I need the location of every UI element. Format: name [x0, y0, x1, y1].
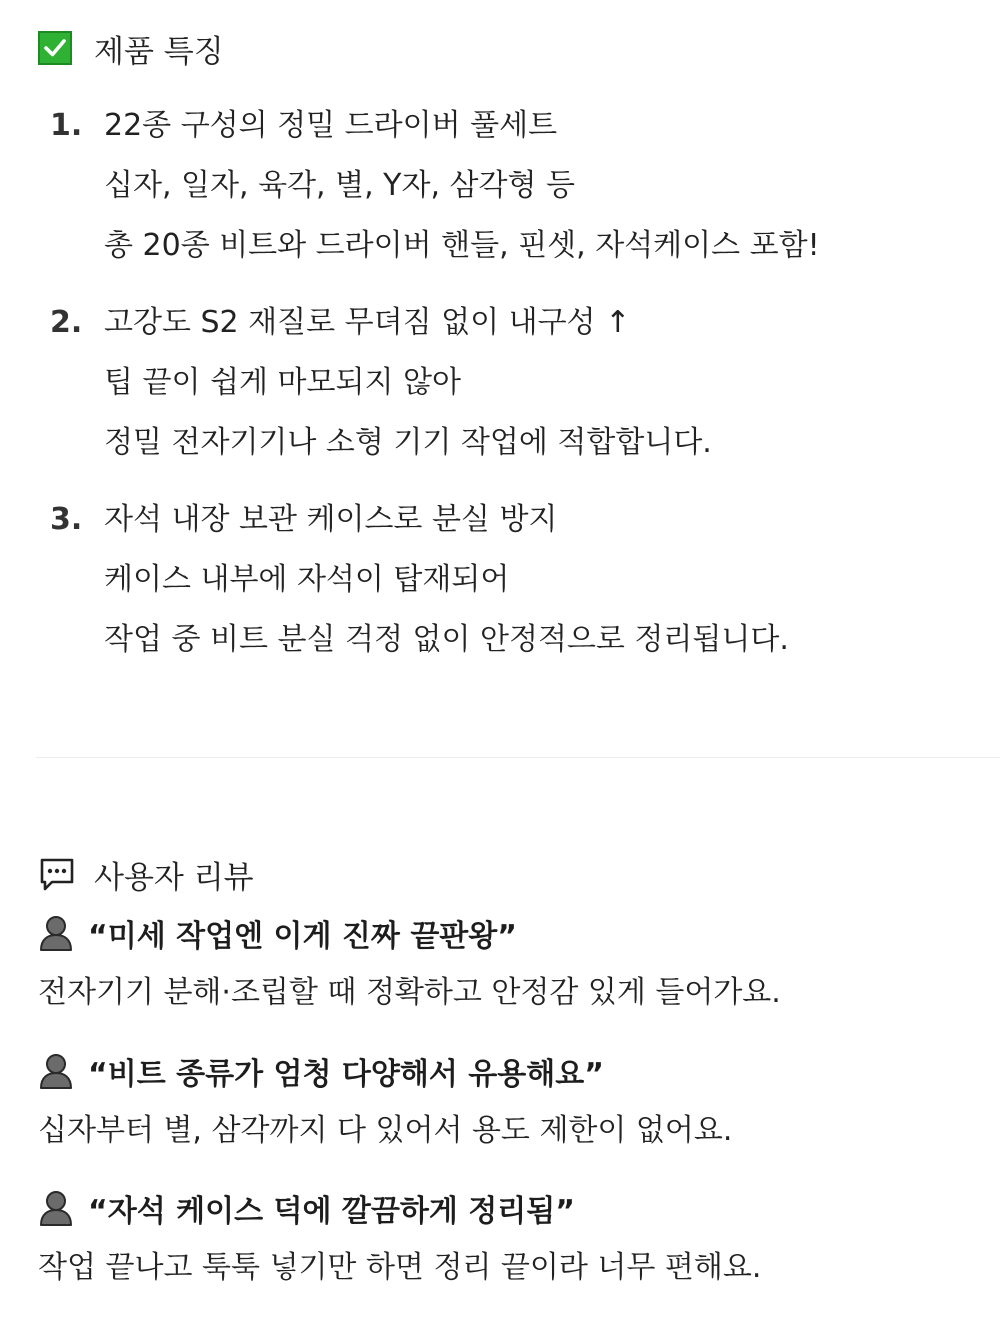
person-silhouette-icon — [38, 1052, 74, 1090]
review-title-row — [38, 1183, 575, 1233]
feature-text: 케이스 내부에 자석이 탑재되어 — [104, 562, 510, 597]
review-body: 십자부터 별, 삼각까지 다 있어서 용도 제한이 없어요. — [38, 1113, 733, 1148]
review-title: “자석 케이스 덕에 깔끔하게 정리됨” — [88, 1194, 575, 1229]
review-body: 작업 끝나고 툭툭 넣기만 하면 정리 끝이라 너무 편해요. — [38, 1250, 762, 1285]
speech-bubble-icon — [38, 855, 76, 893]
feature-text: 총 20종 비트와 드라이버 핸들, 핀셋, 자석케이스 포함! — [104, 228, 820, 263]
review-body: 전자기기 분해·조립할 때 정확하고 안정감 있게 들어가요. — [38, 975, 781, 1010]
feature-number: 1. — [50, 108, 83, 143]
check-mark-icon — [38, 31, 72, 65]
feature-title: 고강도 S2 재질로 무뎌짐 없이 내구성 ↑ — [104, 305, 631, 340]
feature-text: 정밀 전자기기나 소형 기기 작업에 적합합니다. — [104, 425, 712, 460]
reviews-title: 사용자 리뷰 — [94, 859, 254, 896]
reviews-heading — [38, 852, 254, 896]
section-divider — [36, 757, 1000, 758]
feature-text: 팁 끝이 쉽게 마모되지 않아 — [104, 365, 461, 400]
features-title: 제품 특징 — [94, 33, 224, 70]
review-title-row — [38, 908, 517, 958]
feature-number: 2. — [50, 305, 83, 340]
review-title: “비트 종류가 엄청 다양해서 유용해요” — [88, 1057, 604, 1092]
person-silhouette-icon — [38, 1189, 74, 1227]
features-heading — [38, 26, 224, 70]
feature-title: 22종 구성의 정밀 드라이버 풀세트 — [104, 108, 558, 143]
review-title-row — [38, 1046, 604, 1096]
feature-title: 자석 내장 보관 케이스로 분실 방지 — [104, 502, 558, 537]
feature-number: 3. — [50, 502, 83, 537]
feature-text: 십자, 일자, 육각, 별, Y자, 삼각형 등 — [104, 168, 575, 203]
review-title: “미세 작업엔 이게 진짜 끝판왕” — [88, 919, 517, 954]
feature-text: 작업 중 비트 분실 걱정 없이 안정적으로 정리됩니다. — [104, 622, 789, 657]
person-silhouette-icon — [38, 914, 74, 952]
